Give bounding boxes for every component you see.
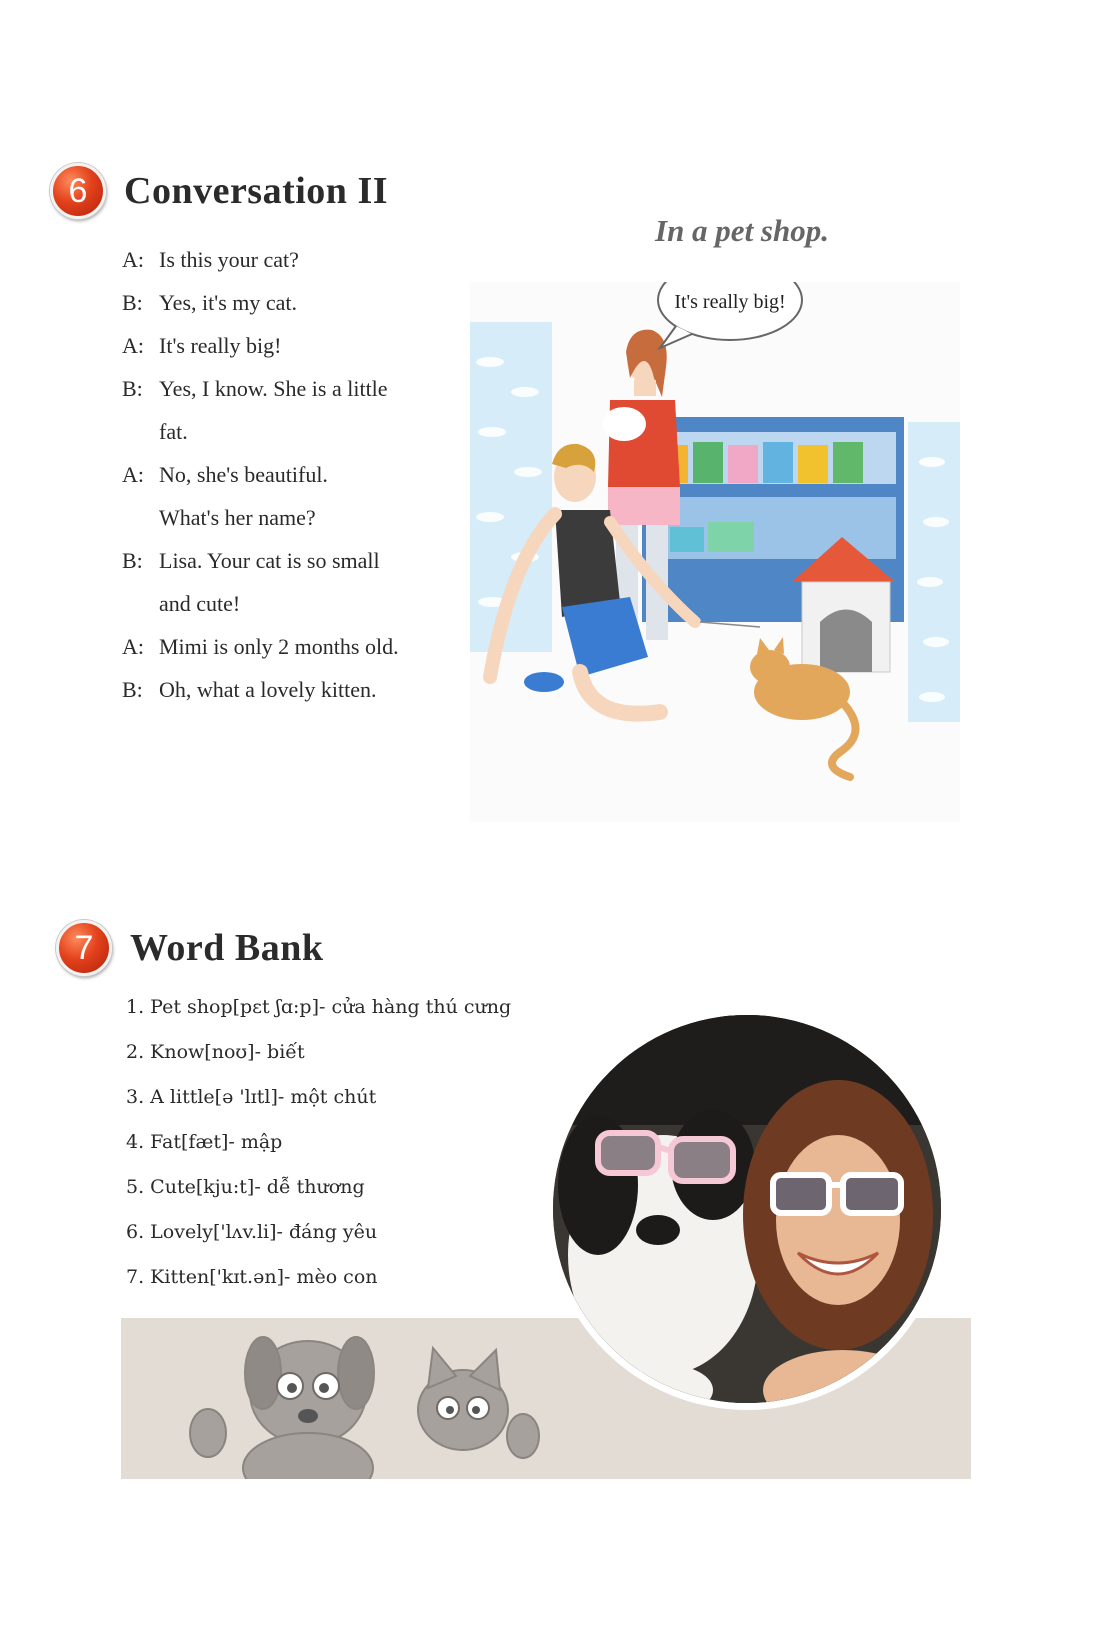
dialogue-line (122, 668, 462, 711)
word-item: 4. Fat[fæt]- mập (126, 1131, 283, 1153)
scene-caption: In a pet shop. (655, 213, 829, 248)
speaker: B: (122, 290, 143, 315)
speaker: B: (122, 548, 143, 573)
dialogue-text: and cute! (159, 591, 241, 616)
dog-cat-mascots-graphic (178, 1318, 548, 1479)
dialogue-line (122, 281, 462, 324)
speaker: A: (122, 247, 144, 272)
dialogue-line (122, 324, 462, 367)
dialogue-line (122, 367, 462, 410)
dialogue-text: What's her name? (159, 505, 316, 530)
dialogue-line (122, 625, 462, 668)
section-title: Word Bank (130, 927, 324, 969)
pet-shop-illustration (470, 282, 960, 822)
section-header-word-bank (56, 920, 324, 976)
dialogue-line (122, 539, 462, 582)
dialogue-text: Is this your cat? (159, 247, 299, 272)
dialogue-text: Yes, I know. She is a little (159, 376, 388, 401)
word-bank-list (126, 985, 511, 1300)
speaker (122, 410, 159, 453)
dialogue-line (122, 238, 462, 281)
speaker: A: (122, 333, 144, 358)
speech-bubble-text: It's really big! (674, 291, 786, 313)
dialogue-line (122, 496, 462, 539)
dialogue-text: fat. (159, 419, 188, 444)
speaker (122, 582, 159, 625)
dialogue-line (122, 410, 462, 453)
dialogue-text: Mimi is only 2 months old. (159, 634, 399, 659)
dialogue-line (122, 582, 462, 625)
word-item: 3. A little[ə 'lɪtl]- một chút (126, 1086, 377, 1108)
dialogue-text: No, she's beautiful. (159, 462, 328, 487)
speaker (122, 496, 159, 539)
section-header-conversation (50, 163, 388, 219)
section-number-badge: 6 (50, 163, 106, 219)
dialogue-line (122, 453, 462, 496)
wallpaper-right (908, 422, 960, 722)
dialogue-text: Oh, what a lovely kitten. (159, 677, 377, 702)
word-item: 7. Kitten['kɪt.ən]- mèo con (126, 1266, 378, 1288)
dog-and-woman-photo (553, 1015, 941, 1403)
section-number-badge: 7 (56, 920, 112, 976)
word-item: 6. Lovely['lʌv.li]- đáng yêu (126, 1221, 378, 1243)
word-item: 2. Know[noʊ]- biết (126, 1041, 305, 1063)
word-item: 5. Cute[kju:t]- dễ thương (126, 1176, 365, 1198)
dialogue-text: It's really big! (159, 333, 282, 358)
dialogue-text: Yes, it's my cat. (159, 290, 298, 315)
word-item: 1. Pet shop[pɛt ʃɑ:p]- cửa hàng thú cưng (126, 996, 512, 1018)
dialogue (122, 238, 462, 711)
speaker: B: (122, 677, 143, 702)
speaker: B: (122, 376, 143, 401)
photo-frame (546, 1008, 948, 1410)
speaker: A: (122, 462, 144, 487)
dialogue-text: Lisa. Your cat is so small (159, 548, 380, 573)
section-title: Conversation II (124, 170, 389, 212)
speaker: A: (122, 634, 144, 659)
